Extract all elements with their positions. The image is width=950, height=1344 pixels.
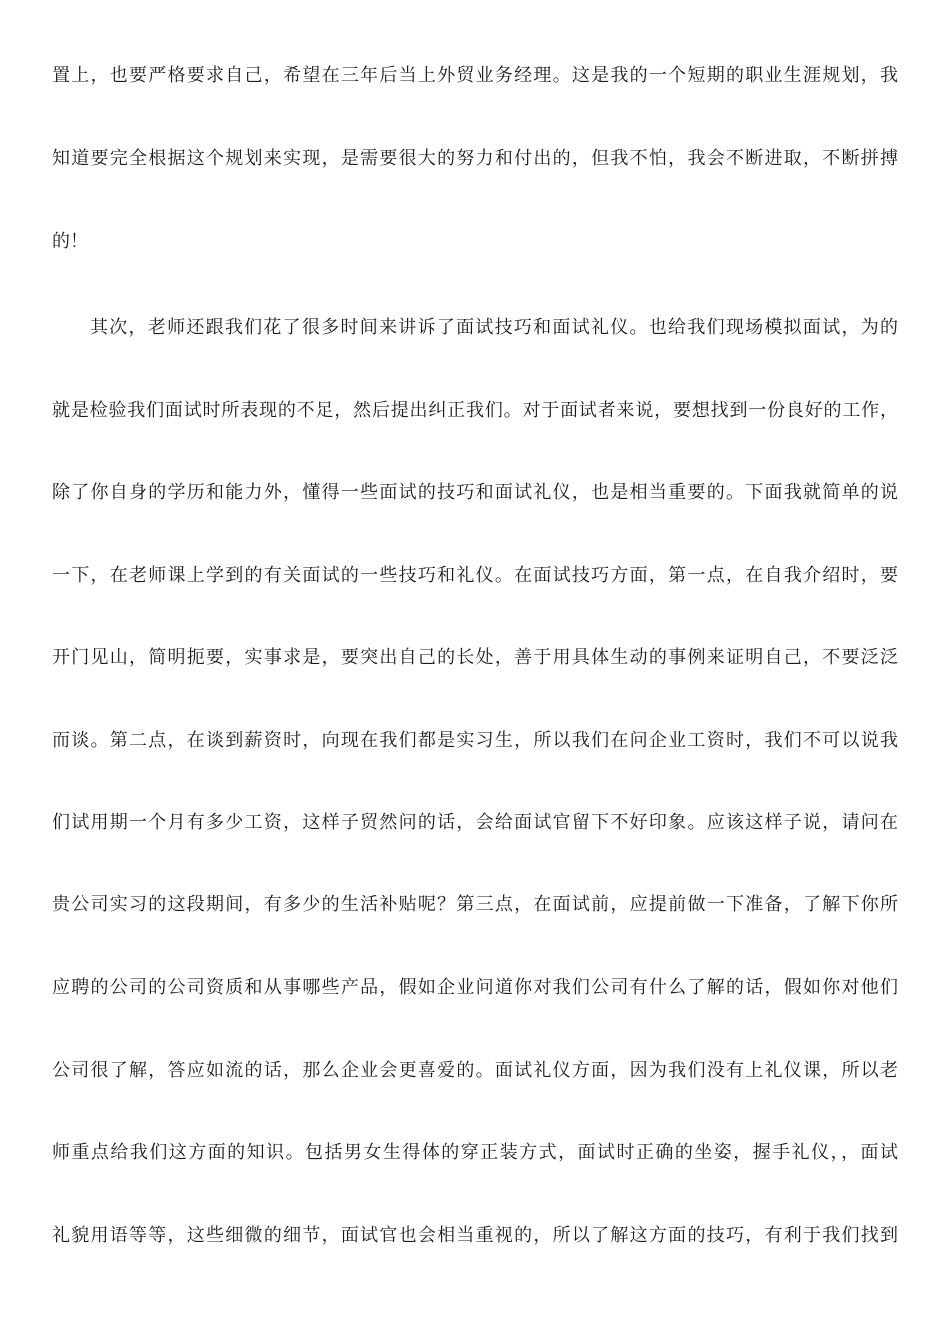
text-line: 知道要完全根据这个规划来实现，是需要很大的努力和付出的，但我不怕，我会不断进取，不断拼搏: [52, 148, 898, 169]
text-line: 一下，在老师课上学到的有关面试的一些技巧和礼仪。在面试技巧方面，第一点，在自我介绍时，要: [52, 565, 898, 586]
text-line: 们试用期一个月有多少工资，这样子贸然问的话，会给面试官留下不好印象。应该这样子说，请问在: [52, 812, 898, 833]
text-line: 的！: [52, 231, 88, 252]
text-line: 除了你自身的学历和能力外，懂得一些面试的技巧和面试礼仪，也是相当重要的。下面我就简单的说: [52, 482, 898, 503]
text-line: 礼貌用语等等，这些细微的细节，面试官也会相当重视的，所以了解这方面的技巧，有利于我们找到: [52, 1225, 898, 1246]
text-line: 开门见山，简明扼要，实事求是，要突出自己的长处，善于用具体生动的事例来证明自己，不要泛泛: [52, 647, 898, 668]
text-line: 应聘的公司的公司资质和从事哪些产品，假如企业问道你对我们公司有什么了解的话，假如你对他们: [52, 977, 898, 998]
text-line: 贵公司实习的这段期间，有多少的生活补贴呢？第三点，在面试前，应提前做一下准备，了解下你所: [52, 894, 898, 915]
text-line: 置上，也要严格要求自己，希望在三年后当上外贸业务经理。这是我的一个短期的职业生涯规划，我: [52, 65, 898, 86]
text-line: 就是检验我们面试时所表现的不足，然后提出纠正我们。对于面试者来说，要想找到一份良好的工作，: [52, 400, 898, 421]
text-line: 公司很了解，答应如流的话，那么企业会更喜爱的。面试礼仪方面，因为我们没有上礼仪课，所以老: [52, 1060, 898, 1081]
text-line: 师重点给我们这方面的知识。包括男女生得体的穿正装方式，面试时正确的坐姿，握手礼仪，，面试: [52, 1142, 898, 1163]
text-line: 而谈。第二点，在谈到薪资时，向现在我们都是实习生，所以我们在问企业工资时，我们不可以说我: [52, 730, 898, 751]
text-line: 其次，老师还跟我们花了很多时间来讲诉了面试技巧和面试礼仪。也给我们现场模拟面试，为的: [90, 317, 898, 338]
